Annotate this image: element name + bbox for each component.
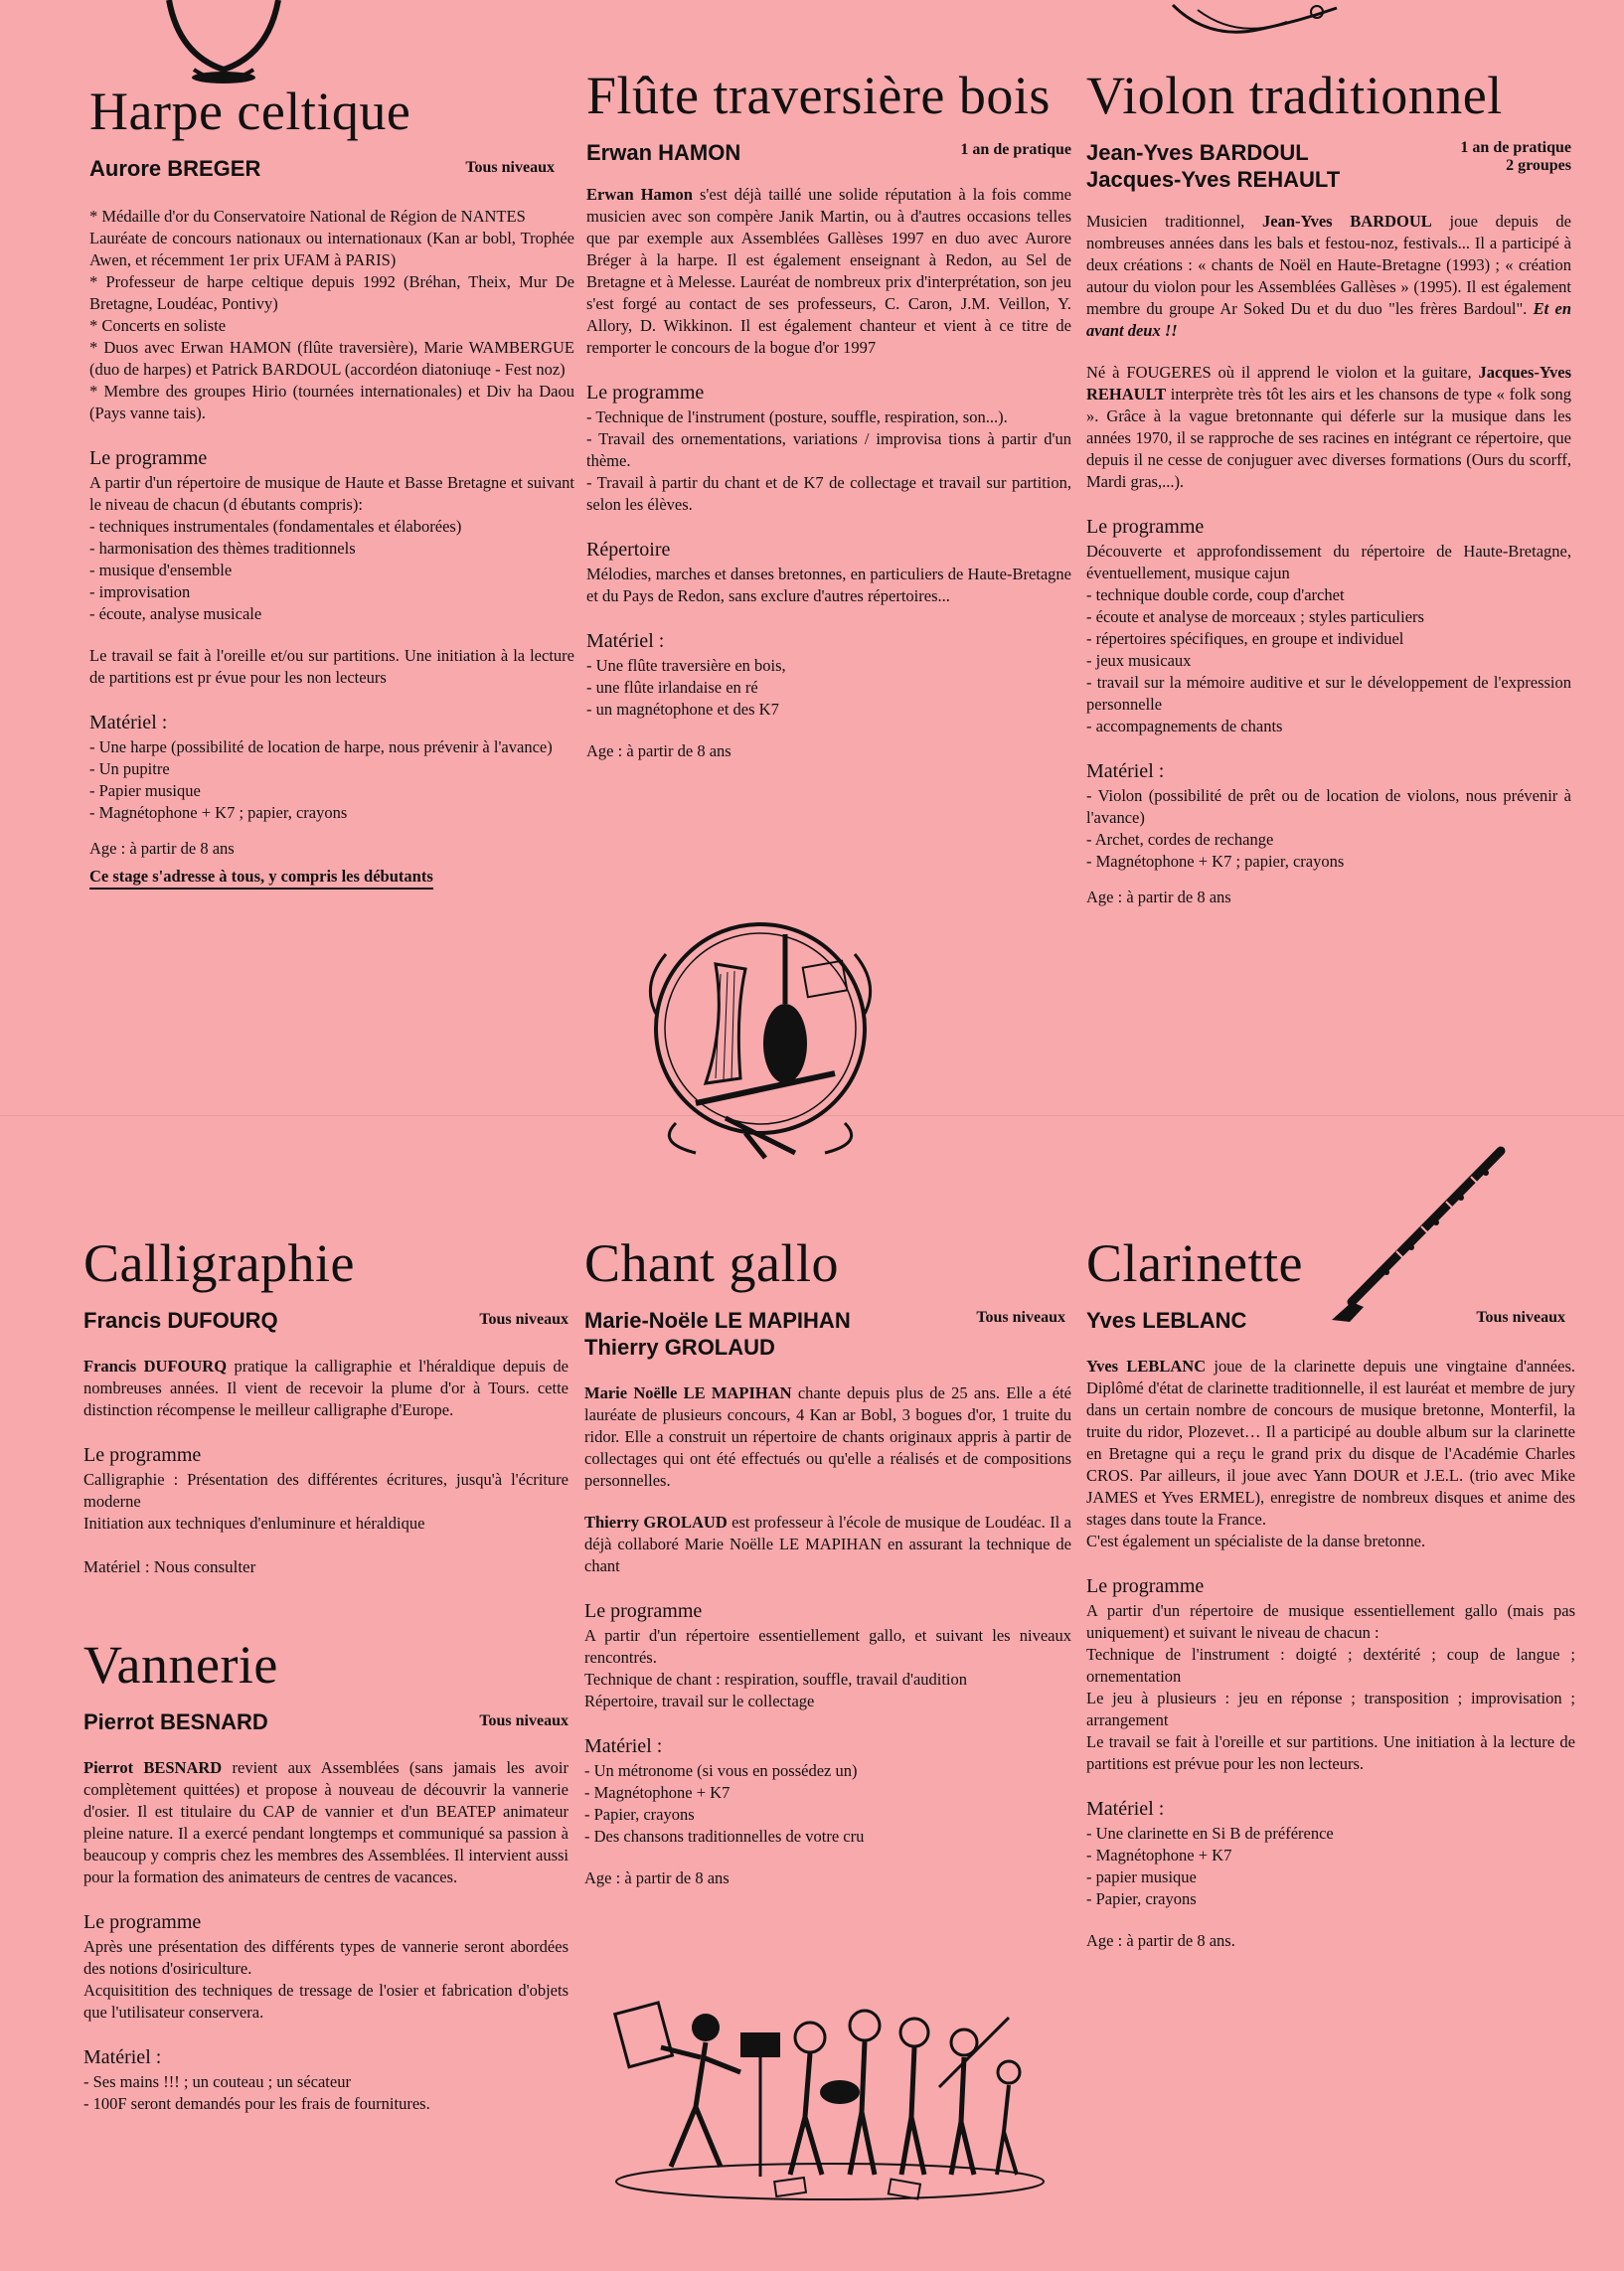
- teacher-name: Erwan HAMON: [586, 140, 741, 165]
- bio-text: chante depuis plus de 25 ans. Elle a été lauréate de plusieurs concours, 4 Kan ar Bobl, 3 bogues d'or, 1 truite du ridor. Elle a construit un répertoire de chants originaux appris à partir de collectages qui ont été effectués ou qu'elle a réalisés et de compositions personnelles.: [584, 1383, 1072, 1490]
- programme-line: Acquisitition des techniques de tressage de l'osier et fabrication d'objets que l'utilisateur conservera.: [83, 1981, 568, 2022]
- bio: [586, 184, 1071, 359]
- materiel-item: - Papier musique: [89, 781, 201, 800]
- bio-text: Né à FOUGERES où il apprend le violon et la guitare,: [1086, 363, 1479, 382]
- materiel-list: [584, 1760, 1071, 1848]
- programme-heading: Le programme: [584, 1600, 703, 1622]
- programme-line: A partir d'un répertoire de musique essentiellement gallo (mais pas uniquement) et suivant le niveau de chacun :: [1086, 1601, 1575, 1642]
- materiel-heading: Matériel :: [1086, 760, 1165, 782]
- bio-name: Francis DUFOURQ: [83, 1357, 228, 1376]
- materiel-heading: Matériel :: [89, 712, 168, 733]
- teacher-name: Aurore BREGER: [89, 156, 261, 181]
- materiel-heading: Matériel :: [1086, 1798, 1165, 1820]
- materiel-line: Matériel : Nous consulter: [83, 1557, 256, 1576]
- materiel-item: - Papier, crayons: [584, 1805, 695, 1824]
- teacher-header: [1086, 139, 1571, 193]
- programme-line: Technique de l'instrument : doigté ; dextérité ; coup de langue ; ornementation: [1086, 1645, 1575, 1686]
- age-line: Age : à partir de 8 ans.: [1086, 1931, 1235, 1950]
- materiel-item: - 100F seront demandés pour les frais de fournitures.: [83, 2094, 430, 2113]
- programme-line: Initiation aux techniques d'enluminure et héraldique: [83, 1514, 425, 1533]
- bio-name: Erwan Hamon: [586, 185, 693, 204]
- teacher-name: Francis DUFOURQ: [83, 1308, 278, 1333]
- teacher-name: Pierrot BESNARD: [83, 1709, 268, 1734]
- level-badge: Tous niveaux: [465, 159, 555, 176]
- programme-heading: Le programme: [83, 1444, 202, 1466]
- level-line: 2 groupes: [1506, 157, 1571, 174]
- programme: [1086, 1600, 1575, 1775]
- bio-line: C'est également un spécialiste de la danse bretonne.: [1086, 1532, 1426, 1550]
- materiel-item: - Un pupitre: [89, 759, 170, 778]
- bio-line: * Professeur de harpe celtique depuis 1992 (Bréhan, Theix, Mur De Bretagne, Loudéac, Pontivy): [89, 272, 574, 313]
- bio-line: * Concerts en soliste: [89, 316, 227, 335]
- programme-line: - Technique de l'instrument (posture, souffle, respiration, son...).: [586, 407, 1008, 426]
- repertoire-heading: Répertoire: [586, 539, 671, 561]
- travail-note: Le travail se fait à l'oreille et/ou sur partitions. Une initiation à la lecture de partitions est pr évue pour les non lecteurs: [89, 646, 574, 687]
- level-badge: 1 an de pratique: [960, 141, 1071, 158]
- materiel-item: - Archet, cordes de rechange: [1086, 830, 1274, 849]
- programme: [1086, 541, 1571, 737]
- programme-line: - répertoires spécifiques, en groupe et individuel: [1086, 629, 1404, 648]
- age-line: Age : à partir de 8 ans: [89, 839, 235, 858]
- level-badge: Tous niveaux: [479, 1712, 568, 1729]
- materiel-heading: Matériel :: [584, 1735, 663, 1757]
- materiel-item: - Des chansons traditionnelles de votre cru: [584, 1827, 865, 1846]
- materiel-item: - Magnétophone + K7 ; papier, crayons: [89, 803, 348, 822]
- section-title: Clarinette: [1086, 1233, 1303, 1293]
- programme-heading: Le programme: [586, 382, 705, 404]
- materiel-item: - Une clarinette en Si B de préférence: [1086, 1824, 1334, 1843]
- instruments-medallion-illustration: [636, 904, 885, 1163]
- programme-line: - écoute, analyse musicale: [89, 604, 262, 623]
- bio-line: * Médaille d'or du Conservatoire National de Région de NANTES: [89, 207, 526, 226]
- teacher-name: Yves LEBLANC: [1086, 1308, 1247, 1333]
- teacher-header: [584, 1307, 1071, 1361]
- materiel-item: - papier musique: [1086, 1867, 1197, 1886]
- section-title: Flûte traversière bois: [586, 66, 1051, 125]
- teacher-header: [89, 155, 574, 182]
- harp-illustration: [149, 0, 298, 84]
- materiel-list: [1086, 1823, 1575, 1910]
- programme-heading: Le programme: [1086, 516, 1205, 538]
- programme-line: Après une présentation des différents types de vannerie seront abordées des notions d'osiriculture.: [83, 1937, 568, 1978]
- section-title: Violon traditionnel: [1086, 66, 1503, 125]
- teacher-name: Thierry GROLAUD: [584, 1335, 775, 1360]
- programme-heading: Le programme: [83, 1911, 202, 1933]
- level-badge: Tous niveaux: [1476, 1309, 1565, 1326]
- bio-line: Lauréate de concours nationaux ou internationaux (Kan ar bobl, Trophée Awen, et récemment 1er prix UFAM à PARIS): [89, 229, 574, 269]
- programme: [89, 472, 574, 625]
- programme-line: Le travail se fait à l'oreille et sur partitions. Une initiation à la lecture de partitions est prévue pour les non lecteurs.: [1086, 1732, 1575, 1773]
- programme: [584, 1625, 1071, 1712]
- bio-text: joue de la clarinette depuis une vingtaine d'années. Diplômé d'état de clarinette traditionnelle, il est lauréat et membre de jury dans un certain nombre de concours de musique bretonne, Monterfil, la truite du ridor, Plozevet… Il a participé au double album sur la clarinette en Bretagne qui a reçu le grand prix du disque de l'Académie Charles CROS. Par ailleurs, il joue avec Yann DOUR et J.E.L. (trio avec Mike JAMES et Yves ERMEL), enregistre de nombreux disques et anime des stages dans toute la France.: [1086, 1357, 1575, 1529]
- section-harpe: [89, 81, 574, 890]
- programme-line: - accompagnements de chants: [1086, 717, 1283, 735]
- section-chant: [584, 1233, 1071, 1889]
- teacher-header: [586, 139, 1071, 166]
- programme: [83, 1469, 568, 1535]
- age-line: Age : à partir de 8 ans: [586, 741, 731, 760]
- bio: [584, 1382, 1071, 1492]
- programme-line: - Travail à partir du chant et de K7 de collectage et travail sur partition, selon les élèves.: [586, 473, 1071, 514]
- bio-name: Jean-Yves BARDOUL: [1262, 212, 1432, 231]
- age-line: Age : à partir de 8 ans: [1086, 888, 1231, 906]
- programme-line: Découverte et approfondissement du répertoire de Haute-Bretagne, éventuellement, musique cajun: [1086, 542, 1571, 582]
- teacher-name: Jean-Yves BARDOUL: [1086, 140, 1309, 165]
- bio-line: * Duos avec Erwan HAMON (flûte traversière), Marie WAMBERGUE (duo de harpes) et Patrick BARDOUL (accordéon diatoniuqe - Fest noz): [89, 338, 574, 379]
- beginners-note: Ce stage s'adresse à tous, y compris les débutants: [89, 866, 433, 890]
- programme-line: - harmonisation des thèmes traditionnels: [89, 539, 356, 558]
- bio-text: pratique la calligraphie et l'héraldique depuis de nombreuses années. Il vient de recevoir la plume d'or à Tours. cette distinction récompense le meilleur calligraphe d'Europe.: [83, 1357, 568, 1419]
- programme-line: - Travail des ornementations, variations / improvisa tions à partir d'un thème.: [586, 429, 1071, 470]
- section-title: Harpe celtique: [89, 81, 411, 141]
- bio-line: * Membre des groupes Hirio (tournées internationales) et Div ha Daou (Pays vanne tais).: [89, 382, 574, 422]
- teacher-header: [83, 1708, 568, 1735]
- materiel-item: - Magnétophone + K7 ; papier, crayons: [1086, 852, 1345, 871]
- materiel-list: [89, 736, 574, 824]
- programme-line: - travail sur la mémoire auditive et sur le développement de l'expression personnelle: [1086, 673, 1571, 714]
- programme-line: Technique de chant : respiration, souffle, travail d'audition: [584, 1670, 968, 1689]
- bio-text: est professeur à l'école de musique de Loudéac. Il a déjà collaboré Marie Noëlle LE MAPIHAN en assurant la technique de chant: [584, 1513, 1072, 1575]
- level-badge: Tous niveaux: [976, 1309, 1065, 1326]
- level-line: 1 an de pratique: [1460, 139, 1571, 156]
- section-title: Chant gallo: [584, 1233, 839, 1293]
- programme-line: - improvisation: [89, 582, 191, 601]
- bio: [1086, 211, 1571, 342]
- programme-line: - techniques instrumentales (fondamentales et élaborées): [89, 517, 462, 536]
- programme-heading: Le programme: [89, 447, 208, 469]
- bio-text: s'est déjà taillé une solide réputation à la fois comme musicien avec son compère Janik Martin, ou à d'autres occasions telles que par exemple aux Assemblées Gallèses 1997 en duo avec Aurore Bréger à la harpe. Il est également enseignant à Redon, au Sel de Bretagne et à Melesse. Lauréat de nombreux prix d'interprétation, son jeu s'est forgé au contact de ses professeurs, C. Caron, J.M. Veillon, Y. Allory, D. Wikkinon. Il est également chanteur et vient à ce titre de remporter le concours de la bogue d'or 1997: [586, 185, 1071, 357]
- violin-illustration: [1168, 0, 1347, 50]
- programme-line: Répertoire, travail sur le collectage: [584, 1692, 815, 1710]
- clarinet-illustration: [1322, 1143, 1511, 1327]
- bio: [1086, 1356, 1575, 1531]
- materiel-item: - Violon (possibilité de prêt ou de location de violons, nous prévenir à l'avance): [1086, 786, 1571, 827]
- bio-name: Jacques-Yves REHAULT: [1086, 363, 1571, 404]
- materiel-item: - une flûte irlandaise en ré: [586, 678, 758, 697]
- programme-line: - technique double corde, coup d'archet: [1086, 585, 1345, 604]
- teacher-name: Marie-Noële LE MAPIHAN: [584, 1308, 851, 1333]
- bio-name: Yves LEBLANC: [1086, 1357, 1207, 1376]
- bio-name: Thierry GROLAUD: [584, 1513, 728, 1532]
- bio-text: joue depuis de nombreuses années dans les bals et festou-noz, festivals... Il a participé à deux créations : « chants de Noël en Haute-Bretagne (1993) ; « création autour du violon pour les Assemblées Gallèses » (1995). Il est également membre du groupe Ar Soked Du et du duo "les frères Bardoul".: [1086, 212, 1571, 318]
- programme: [83, 1936, 568, 2024]
- materiel-list: [1086, 785, 1571, 873]
- materiel-item: - Une harpe (possibilité de location de harpe, nous prévenir à l'avance): [89, 737, 553, 756]
- materiel-item: - un magnétophone et des K7: [586, 700, 779, 719]
- materiel-item: - Ses mains !!! ; un couteau ; un sécateur: [83, 2072, 351, 2091]
- materiel-item: - Une flûte traversière en bois,: [586, 656, 786, 675]
- bio: [83, 1757, 568, 1888]
- section-clarinette: [1086, 1233, 1575, 1952]
- section-title: Vannerie: [83, 1635, 278, 1695]
- bio-exclamation: Et en avant deux !!: [1086, 299, 1571, 340]
- materiel-list: [83, 2071, 568, 2115]
- materiel-item: - Magnétophone + K7: [584, 1783, 731, 1802]
- materiel-heading: Matériel :: [586, 630, 665, 652]
- materiel-item: - Papier, crayons: [1086, 1889, 1197, 1908]
- bio-text: Musicien traditionnel,: [1086, 212, 1263, 231]
- bio-text: interprète très tôt les airs et les chansons de type « folk song ». Grâce à la vague bretonnante qui déferle sur la musique dans les années 1970, il se rapproche de ses racines en intégrant ce répertoire, que depuis il ne cesse de conjuguer avec diverses formations (Ours du scorff, Mardi gras,...).: [1086, 385, 1571, 491]
- programme-line: A partir d'un répertoire de musique de Haute et Basse Bretagne et suivant le niveau de chacun (d ébutants compris):: [89, 473, 574, 514]
- musicians-group-illustration: [611, 1998, 1049, 2206]
- programme-line: Le jeu à plusieurs : jeu en réponse ; transposition ; improvisation ; arrangement: [1086, 1689, 1575, 1729]
- bio-name: Pierrot BESNARD: [83, 1758, 223, 1777]
- bio: [89, 206, 574, 424]
- programme-line: A partir d'un répertoire essentiellement gallo, et suivant les niveaux rencontrés.: [584, 1626, 1071, 1667]
- materiel-item: - Un métronome (si vous en possédez un): [584, 1761, 858, 1780]
- programme-line: - écoute et analyse de morceaux ; styles particuliers: [1086, 607, 1424, 626]
- section-flute: [586, 66, 1071, 762]
- section-title: Calligraphie: [83, 1233, 355, 1293]
- teacher-name: Jacques-Yves REHAULT: [1086, 167, 1341, 192]
- materiel-heading: Matériel :: [83, 2046, 162, 2068]
- materiel-item: - Magnétophone + K7: [1086, 1846, 1232, 1865]
- section-vannerie: [83, 1635, 568, 2115]
- programme-line: - musique d'ensemble: [89, 561, 233, 579]
- teacher-header: [83, 1307, 568, 1334]
- level-badge: Tous niveaux: [479, 1311, 568, 1328]
- programme-line: Calligraphie : Présentation des différentes écritures, jusqu'à l'écriture moderne: [83, 1470, 568, 1511]
- materiel-list: [586, 655, 1071, 721]
- bio: [584, 1512, 1071, 1577]
- repertoire-text: Mélodies, marches et danses bretonnes, en particuliers de Haute-Bretagne et du Pays de Redon, sans exclure d'autres répertoires...: [586, 565, 1071, 605]
- programme-heading: Le programme: [1086, 1575, 1205, 1597]
- section-calligraphie: [83, 1233, 568, 1578]
- level-badge: [1460, 139, 1571, 175]
- bio-text: revient aux Assemblées (sans jamais les avoir complètement quittées) et propose à nouveau de découvrir la vannerie d'osier. Il est titulaire du CAP de vannier et d'un BEATEP animateur pleine nature. Il a exercé pendant longtemps et communiqué sa passion à beaucoup y compris chez les membres des Assemblées. Il intervient aussi pour la formation des animateurs de centres de vacances.: [83, 1758, 568, 1886]
- programme-line: - jeux musicaux: [1086, 651, 1192, 670]
- bio: [1086, 362, 1571, 493]
- bio-name: Marie Noëlle LE MAPIHAN: [584, 1383, 792, 1402]
- programme: [586, 406, 1071, 516]
- age-line: Age : à partir de 8 ans: [584, 1868, 730, 1887]
- section-violon: [1086, 66, 1571, 908]
- bio: [83, 1356, 568, 1421]
